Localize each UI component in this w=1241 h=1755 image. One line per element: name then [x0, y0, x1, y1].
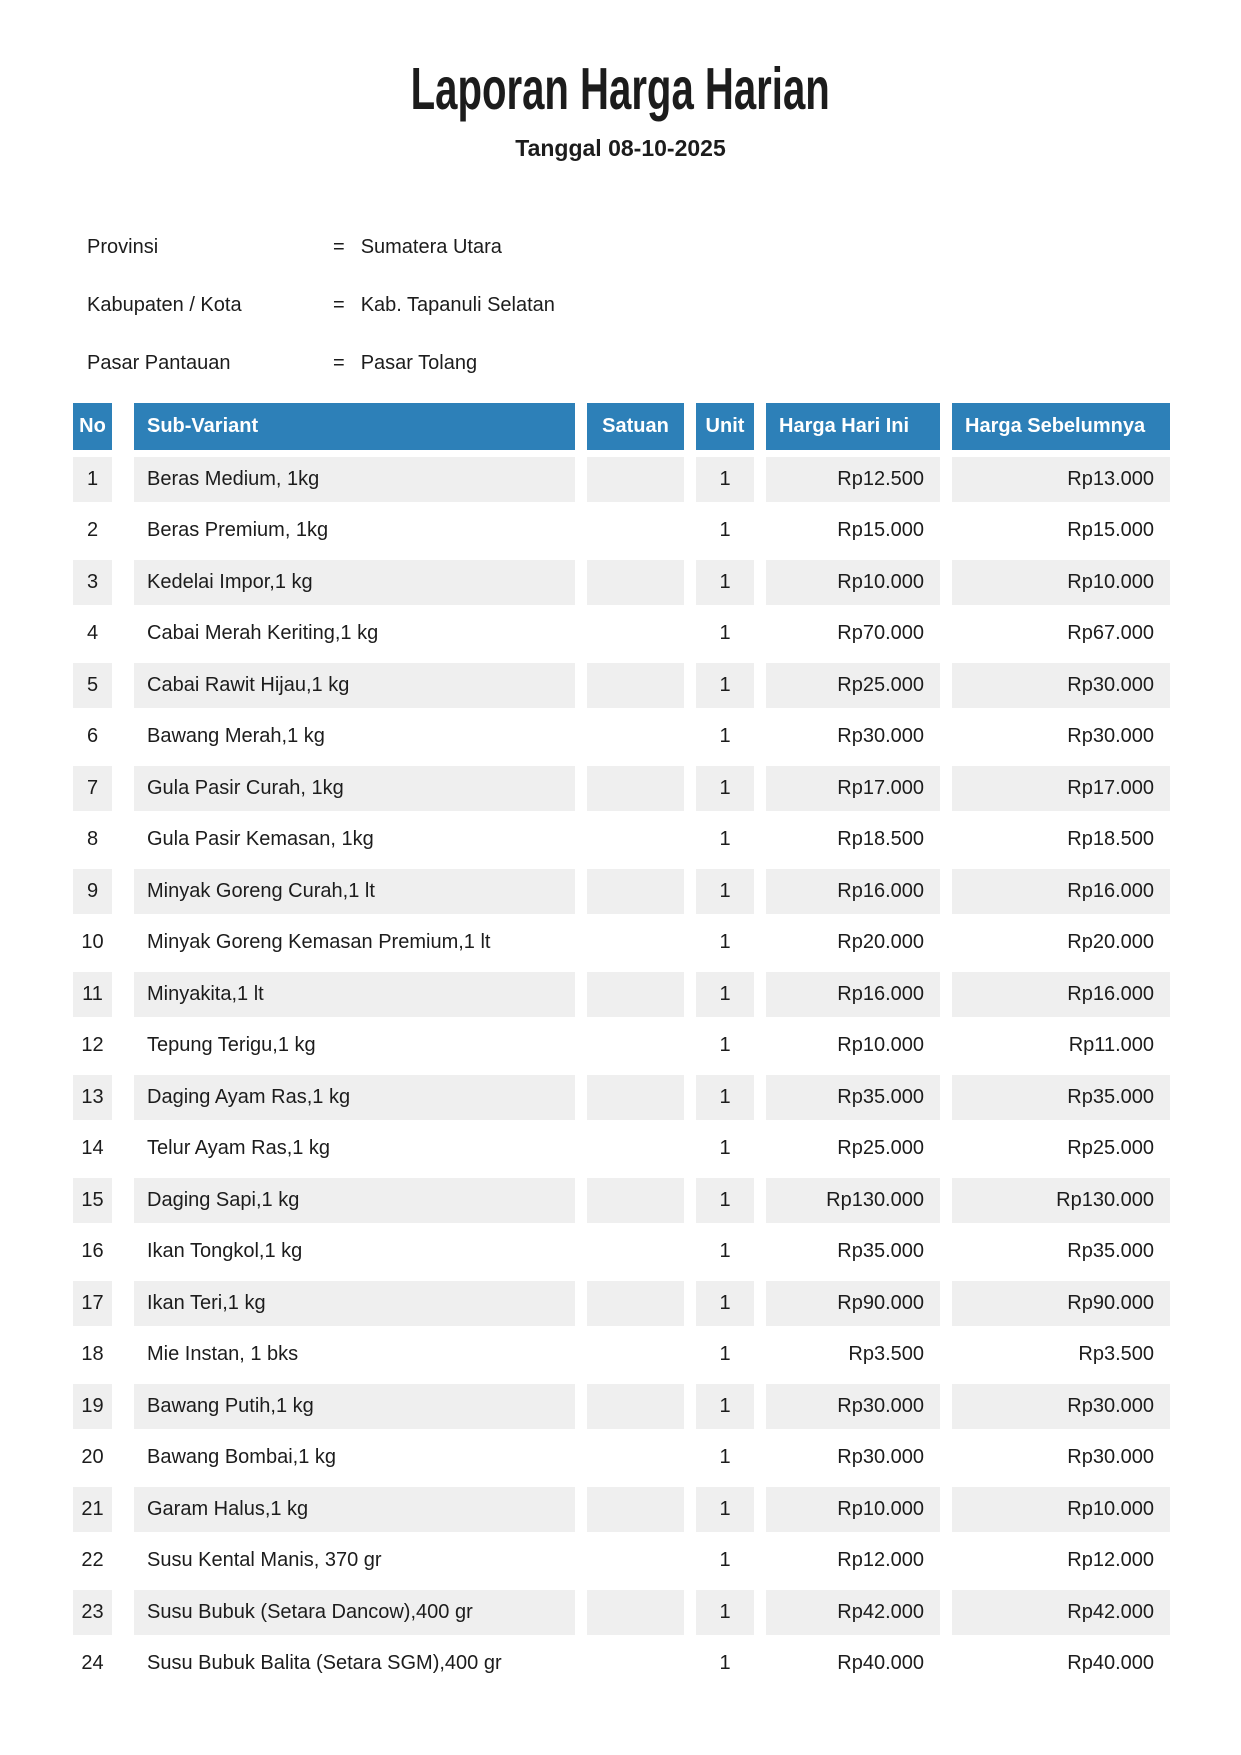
cell-no: 7	[73, 766, 112, 811]
meta-row-provinsi	[87, 237, 787, 257]
cell-no: 24	[81, 1652, 104, 1674]
meta-row-kabupaten-kota	[87, 295, 787, 315]
cell-sub-variant: Beras Premium, 1kg	[147, 519, 329, 541]
cell-harga-hari-ini: Rp130.000	[766, 1178, 940, 1223]
price-table	[73, 403, 1170, 1686]
table-row	[73, 508, 1170, 553]
table-row	[73, 714, 1170, 759]
cell-unit: 1	[719, 1343, 731, 1365]
cell-unit: 1	[696, 1178, 754, 1223]
cell-harga-hari-ini: Rp25.000	[837, 1137, 924, 1159]
page-title	[0, 56, 1241, 122]
cell-sub-variant: Gula Pasir Curah, 1kg	[134, 766, 575, 811]
page-title-text: Laporan Harga Harian	[410, 56, 831, 122]
table-header-row	[73, 403, 1170, 450]
cell-harga-hari-ini: Rp30.000	[837, 725, 924, 747]
cell-satuan	[587, 1178, 684, 1223]
table-row	[73, 560, 1170, 605]
cell-sub-variant: Ikan Tongkol,1 kg	[147, 1240, 303, 1262]
table-row	[73, 1384, 1170, 1429]
cell-satuan	[587, 1023, 684, 1068]
cell-sub-variant: Bawang Merah,1 kg	[147, 725, 325, 747]
cell-sub-variant: Minyak Goreng Curah,1 lt	[134, 869, 575, 914]
cell-no: 13	[73, 1075, 112, 1120]
cell-unit: 1	[696, 1590, 754, 1635]
cell-sub-variant: Susu Kental Manis, 370 gr	[147, 1549, 382, 1571]
cell-satuan	[587, 920, 684, 965]
cell-harga-sebelumnya: Rp18.500	[1067, 828, 1154, 850]
cell-sub-variant: Susu Bubuk Balita (Setara SGM),400 gr	[147, 1652, 502, 1674]
cell-no: 5	[73, 663, 112, 708]
cell-sub-variant: Kedelai Impor,1 kg	[134, 560, 575, 605]
meta-label-pasar-pantauan: Pasar Pantauan	[87, 352, 231, 374]
table-row	[73, 817, 1170, 862]
table-row	[73, 1023, 1170, 1068]
cell-satuan	[587, 817, 684, 862]
page-subtitle: Tanggal 08-10-2025	[515, 135, 726, 161]
cell-no: 15	[73, 1178, 112, 1223]
table-row	[73, 1332, 1170, 1377]
cell-harga-sebelumnya: Rp130.000	[952, 1178, 1170, 1223]
cell-sub-variant: Telur Ayam Ras,1 kg	[147, 1137, 331, 1159]
cell-satuan	[587, 1487, 684, 1532]
table-row	[73, 663, 1170, 708]
cell-harga-hari-ini: Rp15.000	[837, 519, 924, 541]
cell-no: 12	[81, 1034, 104, 1056]
cell-no: 4	[86, 622, 99, 644]
report-meta	[87, 237, 787, 411]
cell-harga-hari-ini: Rp10.000	[766, 1487, 940, 1532]
cell-harga-hari-ini: Rp90.000	[766, 1281, 940, 1326]
cell-no: 20	[81, 1446, 104, 1468]
table-row	[73, 1178, 1170, 1223]
meta-label-kabupaten-kota: Kabupaten / Kota	[87, 294, 242, 316]
cell-unit: 1	[696, 1384, 754, 1429]
cell-unit: 1	[696, 663, 754, 708]
column-header-sub-variant: Sub-Variant	[134, 403, 575, 450]
cell-unit: 1	[696, 869, 754, 914]
cell-satuan	[587, 560, 684, 605]
table-row	[73, 1126, 1170, 1171]
cell-harga-sebelumnya: Rp90.000	[952, 1281, 1170, 1326]
cell-sub-variant: Cabai Merah Keriting,1 kg	[147, 622, 379, 644]
table-row	[73, 1487, 1170, 1532]
cell-satuan	[587, 1332, 684, 1377]
cell-sub-variant: Minyakita,1 lt	[134, 972, 575, 1017]
cell-no: 21	[73, 1487, 112, 1532]
cell-unit: 1	[719, 931, 731, 953]
column-header-no: No	[73, 403, 112, 450]
cell-harga-sebelumnya: Rp25.000	[1067, 1137, 1154, 1159]
table-row	[73, 766, 1170, 811]
cell-harga-sebelumnya: Rp30.000	[1067, 1446, 1154, 1468]
meta-row-pasar-pantauan	[87, 353, 787, 373]
cell-no: 6	[86, 725, 99, 747]
cell-unit: 1	[696, 1281, 754, 1326]
cell-no: 10	[81, 931, 104, 953]
cell-harga-sebelumnya: Rp13.000	[952, 457, 1170, 502]
cell-sub-variant: Bawang Bombai,1 kg	[147, 1446, 337, 1468]
cell-unit: 1	[719, 1549, 731, 1571]
cell-harga-hari-ini: Rp12.000	[837, 1549, 924, 1571]
table-row	[73, 1435, 1170, 1480]
cell-harga-hari-ini: Rp25.000	[766, 663, 940, 708]
cell-harga-hari-ini: Rp42.000	[766, 1590, 940, 1635]
cell-no: 2	[86, 519, 99, 541]
cell-satuan	[587, 1229, 684, 1274]
cell-harga-sebelumnya: Rp17.000	[952, 766, 1170, 811]
cell-unit: 1	[719, 519, 731, 541]
cell-no: 23	[73, 1590, 112, 1635]
cell-sub-variant: Tepung Terigu,1 kg	[147, 1034, 316, 1056]
cell-harga-sebelumnya: Rp30.000	[952, 1384, 1170, 1429]
cell-no: 3	[73, 560, 112, 605]
cell-satuan	[587, 611, 684, 656]
cell-unit: 1	[696, 1487, 754, 1532]
cell-sub-variant: Daging Ayam Ras,1 kg	[134, 1075, 575, 1120]
cell-harga-hari-ini: Rp12.500	[766, 457, 940, 502]
cell-harga-hari-ini: Rp18.500	[837, 828, 924, 850]
table-row	[73, 920, 1170, 965]
cell-unit: 1	[719, 622, 731, 644]
cell-satuan	[587, 1435, 684, 1480]
cell-satuan	[587, 457, 684, 502]
cell-harga-hari-ini: Rp10.000	[837, 1034, 924, 1056]
cell-unit: 1	[719, 1652, 731, 1674]
table-row	[73, 1281, 1170, 1326]
table-row	[73, 1641, 1170, 1686]
cell-sub-variant: Ikan Teri,1 kg	[134, 1281, 575, 1326]
cell-unit: 1	[696, 766, 754, 811]
cell-harga-hari-ini: Rp20.000	[837, 931, 924, 953]
cell-unit: 1	[719, 1240, 731, 1262]
cell-sub-variant: Susu Bubuk (Setara Dancow),400 gr	[134, 1590, 575, 1635]
cell-unit: 1	[696, 560, 754, 605]
cell-sub-variant: Minyak Goreng Kemasan Premium,1 lt	[147, 931, 491, 953]
cell-satuan	[587, 714, 684, 759]
cell-no: 8	[86, 828, 99, 850]
cell-harga-sebelumnya: Rp11.000	[1068, 1034, 1154, 1056]
cell-unit: 1	[719, 1137, 731, 1159]
cell-sub-variant: Daging Sapi,1 kg	[134, 1178, 575, 1223]
cell-harga-hari-ini: Rp16.000	[766, 972, 940, 1017]
cell-satuan	[587, 508, 684, 553]
cell-harga-hari-ini: Rp35.000	[766, 1075, 940, 1120]
cell-harga-sebelumnya: Rp16.000	[952, 869, 1170, 914]
cell-sub-variant: Garam Halus,1 kg	[134, 1487, 575, 1532]
cell-harga-hari-ini: Rp30.000	[766, 1384, 940, 1429]
cell-harga-sebelumnya: Rp20.000	[1067, 931, 1154, 953]
cell-harga-sebelumnya: Rp30.000	[1067, 725, 1154, 747]
table-row	[73, 1075, 1170, 1120]
cell-unit: 1	[719, 828, 731, 850]
cell-satuan	[587, 1281, 684, 1326]
table-row	[73, 972, 1170, 1017]
cell-no: 11	[73, 972, 112, 1017]
cell-unit: 1	[696, 457, 754, 502]
cell-sub-variant: Beras Medium, 1kg	[134, 457, 575, 502]
cell-harga-hari-ini: Rp30.000	[837, 1446, 924, 1468]
cell-unit: 1	[719, 725, 731, 747]
cell-harga-sebelumnya: Rp10.000	[952, 560, 1170, 605]
cell-satuan	[587, 1538, 684, 1583]
cell-no: 18	[81, 1343, 104, 1365]
cell-no: 17	[73, 1281, 112, 1326]
cell-unit: 1	[719, 1034, 731, 1056]
cell-satuan	[587, 1126, 684, 1171]
table-row	[73, 611, 1170, 656]
equals-sign: =	[333, 352, 345, 374]
meta-value-provinsi: Sumatera Utara	[360, 236, 502, 258]
cell-harga-hari-ini: Rp35.000	[837, 1240, 924, 1262]
table-row	[73, 1590, 1170, 1635]
cell-harga-hari-ini: Rp70.000	[837, 622, 924, 644]
cell-harga-hari-ini: Rp10.000	[766, 560, 940, 605]
cell-satuan	[587, 972, 684, 1017]
cell-sub-variant: Gula Pasir Kemasan, 1kg	[147, 828, 374, 850]
table-row	[73, 1538, 1170, 1583]
cell-no: 22	[81, 1549, 104, 1571]
cell-satuan	[587, 1590, 684, 1635]
cell-satuan	[587, 1075, 684, 1120]
cell-harga-sebelumnya: Rp35.000	[952, 1075, 1170, 1120]
cell-satuan	[587, 766, 684, 811]
cell-no: 16	[81, 1240, 104, 1262]
table-body	[73, 457, 1170, 1687]
column-header-satuan: Satuan	[587, 403, 684, 450]
cell-harga-sebelumnya: Rp3.500	[1078, 1343, 1154, 1365]
cell-no: 9	[73, 869, 112, 914]
cell-satuan	[587, 1641, 684, 1686]
column-header-unit: Unit	[696, 403, 754, 450]
column-header-harga-sebelumnya: Harga Sebelumnya	[952, 403, 1170, 450]
cell-harga-sebelumnya: Rp42.000	[952, 1590, 1170, 1635]
table-row	[73, 869, 1170, 914]
equals-sign: =	[333, 294, 345, 316]
cell-harga-sebelumnya: Rp10.000	[952, 1487, 1170, 1532]
cell-satuan	[587, 869, 684, 914]
meta-value-pasar-pantauan: Pasar Tolang	[360, 352, 478, 374]
cell-harga-sebelumnya: Rp16.000	[952, 972, 1170, 1017]
cell-harga-sebelumnya: Rp12.000	[1067, 1549, 1154, 1571]
cell-no: 1	[73, 457, 112, 502]
cell-sub-variant: Cabai Rawit Hijau,1 kg	[134, 663, 575, 708]
cell-no: 19	[73, 1384, 112, 1429]
cell-satuan	[587, 1384, 684, 1429]
cell-no: 14	[81, 1137, 104, 1159]
cell-harga-sebelumnya: Rp15.000	[1067, 519, 1154, 541]
cell-harga-sebelumnya: Rp30.000	[952, 663, 1170, 708]
column-header-harga-hari-ini: Harga Hari Ini	[766, 403, 940, 450]
cell-harga-hari-ini: Rp3.500	[848, 1343, 924, 1365]
cell-unit: 1	[719, 1446, 731, 1468]
cell-harga-hari-ini: Rp17.000	[766, 766, 940, 811]
cell-harga-sebelumnya: Rp67.000	[1067, 622, 1154, 644]
cell-sub-variant: Bawang Putih,1 kg	[134, 1384, 575, 1429]
cell-harga-sebelumnya: Rp35.000	[1067, 1240, 1154, 1262]
equals-sign: =	[333, 236, 345, 258]
cell-unit: 1	[696, 972, 754, 1017]
table-row	[73, 1229, 1170, 1274]
cell-satuan	[587, 663, 684, 708]
cell-unit: 1	[696, 1075, 754, 1120]
meta-label-provinsi: Provinsi	[87, 236, 159, 258]
meta-value-kabupaten-kota: Kab. Tapanuli Selatan	[360, 294, 555, 316]
cell-sub-variant: Mie Instan, 1 bks	[147, 1343, 299, 1365]
cell-harga-hari-ini: Rp16.000	[766, 869, 940, 914]
table-row	[73, 457, 1170, 502]
cell-harga-sebelumnya: Rp40.000	[1067, 1652, 1154, 1674]
cell-harga-hari-ini: Rp40.000	[837, 1652, 924, 1674]
